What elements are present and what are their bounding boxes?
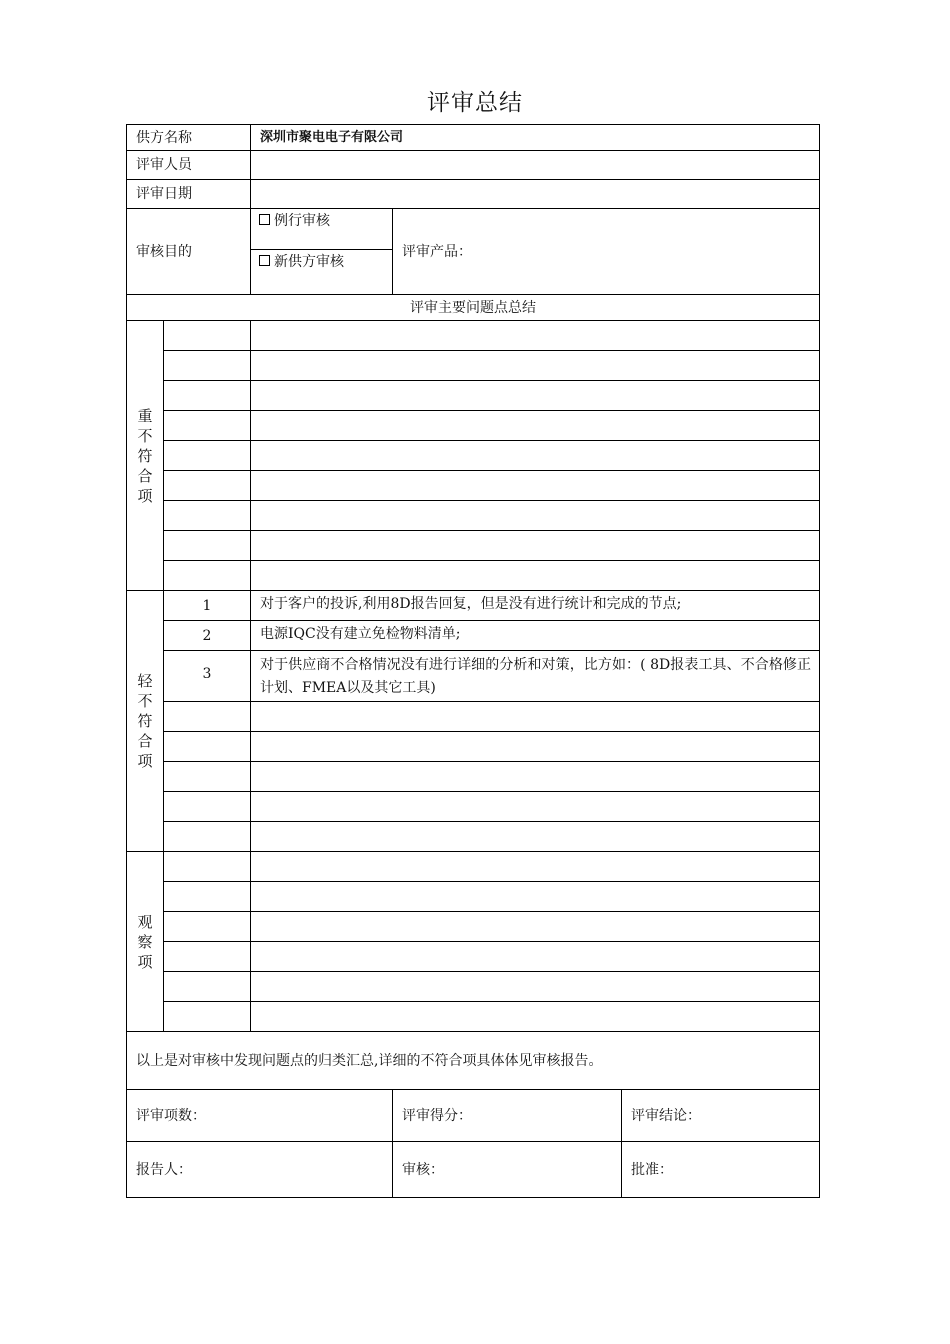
- major-row: [127, 441, 820, 471]
- reporter-field[interactable]: 报告人：: [127, 1142, 393, 1198]
- major-issue-cell[interactable]: [251, 561, 820, 591]
- review-date-field[interactable]: [251, 180, 820, 209]
- major-issue-cell[interactable]: [251, 381, 820, 411]
- supplier-value[interactable]: 深圳市聚电电子有限公司: [251, 125, 820, 151]
- observation-issue-cell[interactable]: [251, 1002, 820, 1032]
- minor-row: [127, 732, 820, 762]
- major-row: [127, 501, 820, 531]
- major-number-cell[interactable]: [164, 351, 251, 381]
- major-row: [127, 411, 820, 441]
- observation-row: [127, 912, 820, 942]
- minor-row: [127, 822, 820, 852]
- new-supplier-audit-label: 新供方审核: [274, 254, 344, 270]
- summary-header: 评审主要问题点总结: [127, 295, 820, 321]
- major-row: [127, 351, 820, 381]
- purpose-label: 审核目的: [127, 209, 251, 295]
- major-row: [127, 321, 820, 351]
- observation-issue-cell[interactable]: [251, 972, 820, 1002]
- minor-row: [127, 621, 820, 651]
- observation-number-cell[interactable]: [164, 1002, 251, 1032]
- minor-item-number: 3: [164, 651, 251, 702]
- observation-number-cell[interactable]: [164, 942, 251, 972]
- observation-number-cell[interactable]: [164, 972, 251, 1002]
- reviewers-label: 评审人员: [127, 151, 251, 180]
- major-number-cell[interactable]: [164, 321, 251, 351]
- auditor-field[interactable]: 审核：: [393, 1142, 622, 1198]
- approver-field[interactable]: 批准：: [622, 1142, 820, 1198]
- minor-row: [127, 762, 820, 792]
- review-product-cell[interactable]: [393, 209, 820, 295]
- reviewers-row: [127, 151, 820, 180]
- major-row: [127, 561, 820, 591]
- item-count-field[interactable]: 评审项数：: [127, 1090, 393, 1142]
- major-number-cell[interactable]: [164, 471, 251, 501]
- conclusion-field[interactable]: 评审结论：: [622, 1090, 820, 1142]
- minor-row: [127, 651, 820, 702]
- minor-item-text[interactable]: 对于客户的投诉,利用8D报告回复，但是没有进行统计和完成的节点;: [251, 591, 820, 621]
- purpose-row: [127, 209, 820, 250]
- summary-header-row: [127, 295, 820, 321]
- summary-note: 以上是对审核中发现问题点的归类汇总,详细的不符合项具体体见审核报告。: [127, 1032, 820, 1090]
- minor-number-cell[interactable]: [164, 762, 251, 792]
- minor-row: [127, 702, 820, 732]
- major-issue-cell[interactable]: [251, 471, 820, 501]
- observation-row: [127, 942, 820, 972]
- observation-row: [127, 972, 820, 1002]
- minor-issue-cell[interactable]: [251, 732, 820, 762]
- minor-issue-cell[interactable]: [251, 822, 820, 852]
- major-issue-cell[interactable]: [251, 351, 820, 381]
- observation-issue-cell[interactable]: [251, 882, 820, 912]
- major-row: [127, 471, 820, 501]
- minor-issue-cell[interactable]: [251, 702, 820, 732]
- page-title: 评审总结: [427, 90, 523, 116]
- note-row: [127, 1032, 820, 1090]
- minor-row: [127, 591, 820, 621]
- observation-issue-cell[interactable]: [251, 942, 820, 972]
- minor-issue-cell[interactable]: [251, 762, 820, 792]
- minor-number-cell[interactable]: [164, 732, 251, 762]
- observation-row: [127, 882, 820, 912]
- minor-item-text[interactable]: 电源IQC没有建立免检物料清单;: [251, 621, 820, 651]
- major-issue-cell[interactable]: [251, 501, 820, 531]
- review-summary-form: [126, 124, 820, 1198]
- observation-issue-cell[interactable]: [251, 912, 820, 942]
- observation-row: [127, 1002, 820, 1032]
- review-date-row: [127, 180, 820, 209]
- observation-number-cell[interactable]: [164, 912, 251, 942]
- minor-item-number: 2: [164, 621, 251, 651]
- reviewers-field[interactable]: [251, 151, 820, 180]
- major-number-cell[interactable]: [164, 411, 251, 441]
- major-issue-cell[interactable]: [251, 321, 820, 351]
- signature-row: [127, 1142, 820, 1198]
- major-number-cell[interactable]: [164, 381, 251, 411]
- observation-label: 观 察 项: [127, 852, 164, 1032]
- review-product-label: 评审产品：: [402, 243, 472, 260]
- score-field[interactable]: 评审得分：: [393, 1090, 622, 1142]
- checkbox-icon[interactable]: [259, 255, 270, 266]
- routine-audit-label: 例行审核: [274, 213, 330, 229]
- minor-number-cell[interactable]: [164, 822, 251, 852]
- minor-number-cell[interactable]: [164, 792, 251, 822]
- major-number-cell[interactable]: [164, 441, 251, 471]
- minor-row: [127, 792, 820, 822]
- supplier-row: [127, 125, 820, 151]
- major-row: [127, 381, 820, 411]
- observation-issue-cell[interactable]: [251, 852, 820, 882]
- major-issue-cell[interactable]: [251, 441, 820, 471]
- checkbox-icon[interactable]: [259, 214, 270, 225]
- observation-number-cell[interactable]: [164, 852, 251, 882]
- major-row: [127, 531, 820, 561]
- major-number-cell[interactable]: [164, 501, 251, 531]
- minor-issue-cell[interactable]: [251, 792, 820, 822]
- minor-number-cell[interactable]: [164, 702, 251, 732]
- minor-item-text[interactable]: 对于供应商不合格情况没有进行详细的分析和对策，比方如：( 8D报表工具、不合格修正计划、FMEA以及其它工具): [251, 651, 820, 702]
- major-issue-cell[interactable]: [251, 531, 820, 561]
- observation-number-cell[interactable]: [164, 882, 251, 912]
- observation-row: [127, 852, 820, 882]
- minor-nonconformity-label: 轻 不 符 合 项: [127, 591, 164, 852]
- major-number-cell[interactable]: [164, 561, 251, 591]
- review-date-label: 评审日期: [127, 180, 251, 209]
- score-row: [127, 1090, 820, 1142]
- purpose-new-option[interactable]: [251, 250, 393, 295]
- major-issue-cell[interactable]: [251, 411, 820, 441]
- major-number-cell[interactable]: [164, 531, 251, 561]
- purpose-routine-option[interactable]: [251, 209, 393, 250]
- major-nonconformity-label: 重 不 符 合 项: [127, 321, 164, 591]
- supplier-label: 供方名称: [127, 125, 251, 151]
- minor-item-number: 1: [164, 591, 251, 621]
